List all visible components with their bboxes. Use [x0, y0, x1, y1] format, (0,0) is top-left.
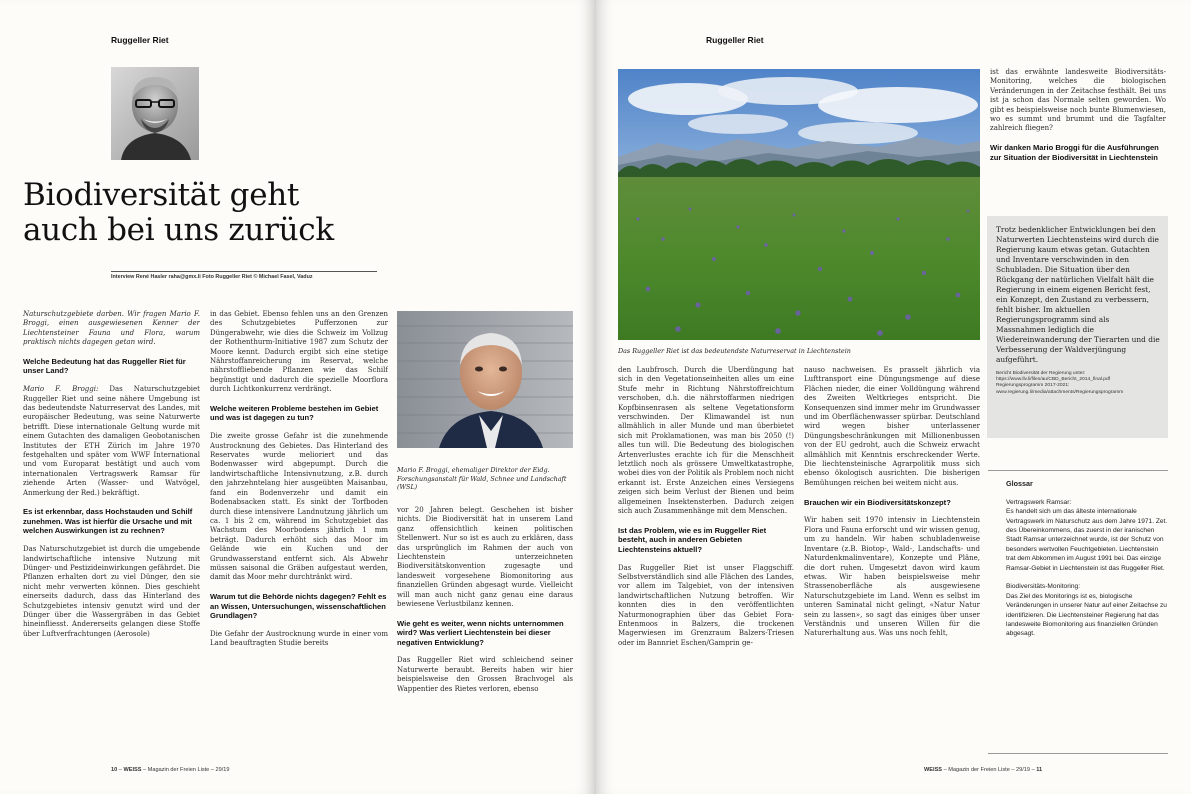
landscape-photo-caption: Das Ruggeller Riet ist das bedeutendste Naturreservat in Liechtenstein — [618, 347, 851, 355]
glossar-definition-monitoring: Das Ziel des Monitorings ist es, biologische Veränderungen in unserer Natur auf einer Zeitachse zu identifizieren. Die Liechtensteiner Regierung hat das landesweite Biomonitoring aus finanziellen Gründen abgesagt. — [1006, 592, 1167, 638]
glossar-definition-ramsar: Es handelt sich um das älteste internationale Vertragswerk im Naturschutz aus dem Jahre 1971. Zet. des Übereinkommens, das zuerst in der iranischen Stadt Ramsar unterzeichnet wurde, ist der Schutz von besonders wertvollen Feuchtgebieten. Liechtenstein trat dem Abkommen im August 1991 bei. Das einzige Ramsar-Gebiet in Liechtenstein ist das Ruggeller Riet. — [1006, 508, 1168, 572]
answer-4: Die Gefahr der Austrocknung wurde in einer vom Land beauftragten Studie bereits — [210, 629, 388, 648]
answer-1 — [23, 385, 200, 498]
source-label: Bericht Biodiversität der Regierung unter: — [996, 371, 1086, 376]
headline-line-2: auch bei uns zurück — [23, 212, 334, 248]
footer-issue: – Magazin der Freien Liste – 29/19 — [141, 767, 230, 773]
answer-3: Die zweite grosse Gefahr ist die zunehmende Austrocknung des Gebietes. Das Hinterland des Reservates wurde melioriert und das Bodenwasser wird abgepumpt. Durch die landwirtschaftliche Intensivnutzung, z.B. durch den jahrzehntelang hier ausgeübten Maisanbau, fand ein Bodenverzehr und damit ein Bodenabsacken statt. Es sinkt der Torfboden durch diese intensivere Landnutzung jährlich um ca. 1 bis 2 cm, während im Schutzgebiet das Wachstum des Moorbodens jährlich 1 mm beträgt. Dadurch erhöht sich das Moor im Gelände wie ein Kuchen und der Grundwasserstand entfernt sich. Als Abwehr müssen saisonal die Gräben aufgestaut werden, damit das Moor mehr durchtränkt wird. — [210, 432, 388, 582]
question-2: Es ist erkennbar, dass Hochstauden und Schilf zunehmen. Was ist hierfür die Ursache und mit welchen Auswirkungen ist zu rechnen? — [23, 507, 193, 536]
intro-paragraph: Naturschutzgebiete darben. Wir fragen Mario F. Broggi, einen ausgewiesenen Kenner der Liechtensteiner Fauna und Flora, warum praktisch nichts dagegen getan wird. — [23, 310, 200, 347]
article-column-4 — [618, 366, 794, 756]
question-1: Welche Bedeutung hat das Ruggeller Riet für unser Land? — [23, 357, 186, 376]
answer-7: Wir haben seit 1970 intensiv in Liechtenstein Flora und Fauna erforscht und wir wissen genug, um zu handeln. Wir haben schubladenweise Inventare (z.B. Biotop-, Wald-, Landschafts- und Naturdenkmalinventare), Konzepte und Pläne, die dort ruhen. Umgesetzt davon wird kaum etwas. Wir haben beispielsweise mehr Strassenoberfläche als ausgewiesene Naturschutzgebiete im Land. Wenn es selbst im unteren Saminatal nicht gelingt, «Natur Natur sein zu lassen», so sagt das einiges über unser Verständnis und unseren Willen für die Naturerhaltung aus. Was uns noch fehlt, — [804, 516, 980, 638]
answer-5: Das Ruggeller Riet wird schleichend seiner Naturwerte beraubt. Bereits haben wir hier beispielsweise den Grossen Brachvogel als Wappentier des Rietes verloren, ebenso — [397, 656, 573, 693]
interviewer-portrait — [111, 67, 199, 160]
ruggeller-riet-photo — [618, 69, 980, 340]
article-column-2 — [210, 310, 388, 750]
glossar-title: Glossar — [1006, 479, 1033, 488]
question-7: Brauchen wir ein Biodiversitätskonzept? — [804, 497, 951, 507]
right-page — [596, 0, 1191, 794]
question-5: Wie geht es weiter, wenn nichts unternommen wird? Was verliert Liechtenstein bei dieser negativen Entwicklung? — [397, 618, 564, 647]
info-box-text: Trotz bedenklicher Entwicklungen bei den Naturwerten Liechtensteins wird durch die Regierung kaum etwas getan. Gutachten und Inventare verschwinden in den Schubladen. Die Situation über den Rückgang der natürlichen Vielfalt hält die Regierung in einem eigenen Bericht fest, ein Konzept, den Zustand zu verbessern, fehlt bisher. Im aktuellen Regierungsprogramm sind als Massnahmen lediglich die Wiedereinwanderung der Tierarten und die Verbesserung der Waldverjüngung aufgeführt. — [996, 225, 1160, 364]
column-2-paragraph: in das Gebiet. Ebenso fehlen uns an den Grenzen des Schutzgebietes Pufferzonen zur Düngerabwehr, wie dies die Schweiz im Vollzug der Rothenthurm-Initiative 1987 zum Schutz der Moore kennt. Dadurch ergibt sich eine stetige Nährstoffanreicherung im Reservat, welche nährstoffliebende Pflanzen wie das Schilf begünstigt und dadurch die spezielle Moorflora durch Lichtkonkurrenz verdrängt. — [210, 310, 388, 394]
broggi-photo — [397, 311, 573, 448]
article-column-3 — [397, 506, 573, 750]
broggi-photo-caption: Mario F. Broggi, ehemaliger Direktor der Eidg. Forschungsanstalt für Wald, Schnee und Landschaft (WSL) — [397, 466, 567, 492]
question-6: Ist das Problem, wie es im Ruggeller Riet besteht, auch in anderen Gebieten Liechtensteins aktuell? — [618, 525, 767, 554]
answer-6: Das Ruggeller Riet ist unser Flaggschiff. Selbstverständlich sind alle Flächen des Landes, vor allem im Talgebiet, von der intensiven landwirtschaftlichen Nutzung betroffen. Wir konnten dies in den veröffentlichten Naturmonographien über das Gebiet Fora-Entenmoos in Balzers, die trockenen Magerwiesen im Grenzraum Balzers-Triesen oder im Bannriet Eschen/Gamprin ge- — [618, 563, 794, 647]
source-link-1[interactable]: https://www.llv.li/files/au/CBD_Bericht_2014_final.pdf — [996, 377, 1111, 383]
source-link-2[interactable]: Regierungsprogramm 2017-2021: www.regierung.li/media/attachments/Regierungsprogramm — [996, 383, 1124, 395]
page-footer — [924, 767, 1042, 773]
info-box-sources — [996, 371, 1160, 396]
thanks-note: Wir danken Mario Broggi für die Ausführungen zur Situation der Biodiversität in Liechtenstein — [990, 143, 1159, 162]
article-column-5 — [804, 366, 980, 756]
footer-issue: – Magazin der Freien Liste – 29/19 – — [942, 767, 1037, 773]
question-3: Welche weiteren Probleme bestehen im Gebiet und was ist dagegen zu tun? — [210, 404, 379, 423]
glossar-divider — [988, 470, 1168, 471]
headline-line-1: Biodiversität geht — [23, 177, 300, 213]
section-label: Ruggeller Riet — [706, 35, 764, 45]
column-6-paragraph: ist das erwähnte landesweite Biodiversitäts-Monitoring, welches die biologischen Veränderungen in der Zeitachse festhält. Bei uns ist ja schon das Normale selten geworden. Wo gibt es beispielsweise noch bunte Blumenwiesen, wo es summt und brummt und die Tagfalter zahlreich fliegen? — [990, 68, 1166, 133]
glossar-term-ramsar: Vertragswerk Ramsar: — [1006, 498, 1072, 506]
section-label: Ruggeller Riet — [111, 35, 169, 45]
column-3-paragraph: vor 20 Jahren belegt. Geschehen ist bisher nichts. Die Biodiversität hat in unserem Land ganz offensichtlich keinen politischen Stellenwert. Nur so ist es auch zu erklären, dass das ursprünglich im Rahmen der auch von Liechtenstein unterzeichneten Biodiversitätskonvention zugesagte und landesweit vorgesehene Biomonitoring aus finanziellen Gründen abgesagt wurde. Vielleicht will man auch nicht ganz genau eine daraus bewiesene Verlustbilanz kennen. — [397, 506, 573, 609]
credits-line: Interview René Hasler raha@gmx.li Foto Ruggeller Riet © Michael Fasel, Vaduz — [111, 271, 377, 280]
glossar-section — [1006, 479, 1168, 648]
page-number: 10 — [111, 767, 118, 773]
left-page — [0, 0, 595, 794]
magazine-name: WEISS — [123, 767, 142, 773]
bottom-divider — [988, 753, 1168, 754]
question-4: Warum tut die Behörde nichts dagegen? Fehlt es an Wissen, Untersuchungen, wissenschaftlichen Grundlagen? — [210, 592, 387, 620]
answer-1-text: Das Naturschutzgebiet Ruggeller Riet und seine nähere Umgebung ist das bedeutendste Naturreservat des Landes, mit europäischer Bedeutung, was seine Naturwerte betrifft. Diese internationale Geltung wurde mit einem Gutachten des damaligen Geobotanischen Institutes der ETH Zürich im Jahre 1970 festgehalten und später vom WWF International und vom Europarat bestätigt und auch vom internationalen Vertragswerk Ramsar für ziehende Arten (Wasser- und Watvögel, Anmerkung der Red.) bekräftigt. — [23, 385, 200, 497]
speaker-name: Mario F. Broggi: — [23, 385, 99, 394]
column-5-paragraph: nauso nachweisen. Es prasselt jährlich via Lufttransport eine Düngungsmenge auf diese Flächen nieder, die einer Volldüngung während des Zweiten Weltkrieges entspricht. Die Konsequenzen sind immer mehr im Grundwasser und im Oberflächenwasser spürbar. Deutschland wird wegen bisher unterlassener Düngungsbeschränkungen mit Millionenbussen von der EU gedroht, auch die Schweiz erwacht allmählich mit Kenntnis erschreckender Werte. Die liechtensteinische Agrarpolitik muss sich ebenso ökologisch ausrichten. Die bisherigen Bemühungen reichen bei weitem nicht aus. — [804, 366, 980, 487]
info-box — [987, 216, 1168, 438]
page-footer — [111, 767, 230, 773]
page-number: 11 — [1036, 767, 1043, 773]
article-column-1 — [23, 310, 200, 750]
article-column-6 — [990, 68, 1166, 208]
column-4-paragraph: den Laubfrosch. Durch die Überdüngung hat sich in den Vegetationseinheiten alles um eine Stufe mehr in Richtung Nährstoffreichtum verschoben, d.h. die nährstoffarmen niedrigen Kopfbinsenrasen als seltene Vegetationsform verschwinden. Der Klimawandel ist nun allmählich in aller Munde und man überbietet sich mit Proklamationen, was man bis 2050 (!) alles tun will. Die Bedeutung des biologischen Artenverlustes erachte ich für die Menschheit letztlich noch als grössere Umweltkatastrophe, wobei dies von der Politik als Problem noch nicht erkannt ist. Erste Anzeichen eines Versiegens zeigen sich beim Verlust der Bienen und beim allgemeinen Insektensterben. Dadurch zeigen sich auch Zusammenhänge mit dem Menschen. — [618, 366, 794, 516]
answer-2: Das Naturschutzgebiet ist durch die umgebende landwirtschaftliche intensive Nutzung mit Dünger- und Pestizideinwirkungen gefährdet. Die Pflanzen erhalten dort zu viel Dünger, den sie nicht mehr verwerten können. Dies geschieht einerseits dadurch, dass das Hinterland des Schutzgebietes intensiv genutzt wird und der Dünger über die Wassergräben in das Gebiet hineinfliesst. Andererseits gelangen diese Stoffe über Luftverfrachtungen (Aerosole) — [23, 545, 200, 638]
headline — [23, 178, 334, 248]
glossar-term-monitoring: Biodiversitäts-Monitoring: — [1006, 583, 1081, 591]
footer-separator: – — [117, 767, 124, 773]
magazine-name: WEISS — [924, 767, 943, 773]
